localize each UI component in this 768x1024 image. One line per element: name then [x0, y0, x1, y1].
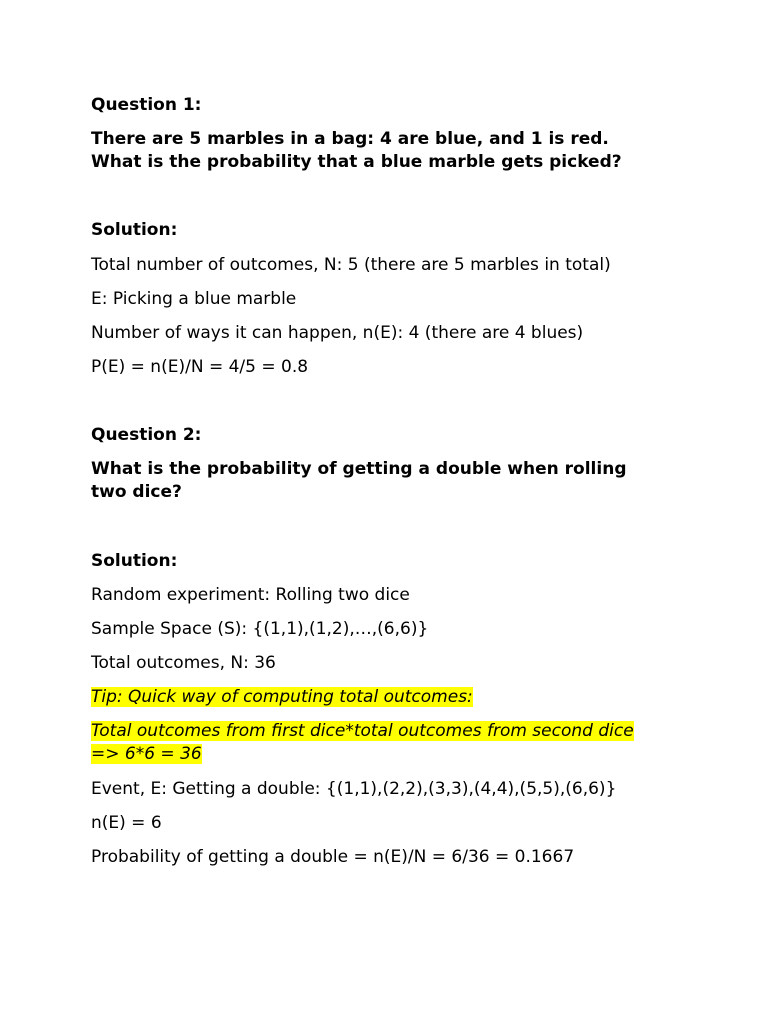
question-1-text-line-2: What is the probability that a blue marble gets picked?: [91, 152, 622, 172]
question-2-text-line-1: What is the probability of getting a double when rolling: [91, 459, 627, 479]
solution-2-heading: Solution:: [91, 551, 178, 571]
solution-2-line: Sample Space (S): {(1,1),(1,2),…,(6,6)}: [91, 619, 429, 639]
tip-line: [91, 686, 473, 709]
solution-2-line: Total outcomes, N: 36: [91, 653, 276, 673]
solution-1-line: E: Picking a blue marble: [91, 289, 297, 309]
solution-1-line: Number of ways it can happen, n(E): 4 (there are 4 blues): [91, 323, 584, 343]
solution-1-line: Total number of outcomes, N: 5 (there are 5 marbles in total): [91, 255, 611, 275]
question-2-text-line-2: two dice?: [91, 482, 182, 502]
solution-1-heading: Solution:: [91, 220, 178, 240]
tip-body-highlight: => 6*6 = 36: [91, 744, 202, 764]
solution-2-line: Random experiment: Rolling two dice: [91, 585, 410, 605]
event-line: Event, E: Getting a double: {(1,1),(2,2),(3,3),(4,4),(5,5),(6,6)}: [91, 779, 617, 799]
question-2-heading: Question 2:: [91, 425, 202, 445]
solution-1-line: P(E) = n(E)/N = 4/5 = 0.8: [91, 357, 309, 377]
question-1-text-line-1: There are 5 marbles in a bag: 4 are blue, and 1 is red.: [91, 129, 609, 149]
tip-body-line-1: [91, 720, 634, 743]
tip-body-highlight: Total outcomes from first dice*total outcomes from second dice: [91, 721, 634, 741]
event-count-line: n(E) = 6: [91, 813, 162, 833]
probability-line: Probability of getting a double = n(E)/N = 6/36 = 0.1667: [91, 847, 575, 867]
question-1-heading: Question 1:: [91, 95, 202, 115]
tip-highlight: Tip: Quick way of computing total outcomes:: [91, 687, 473, 707]
tip-body-line-2: [91, 743, 202, 766]
